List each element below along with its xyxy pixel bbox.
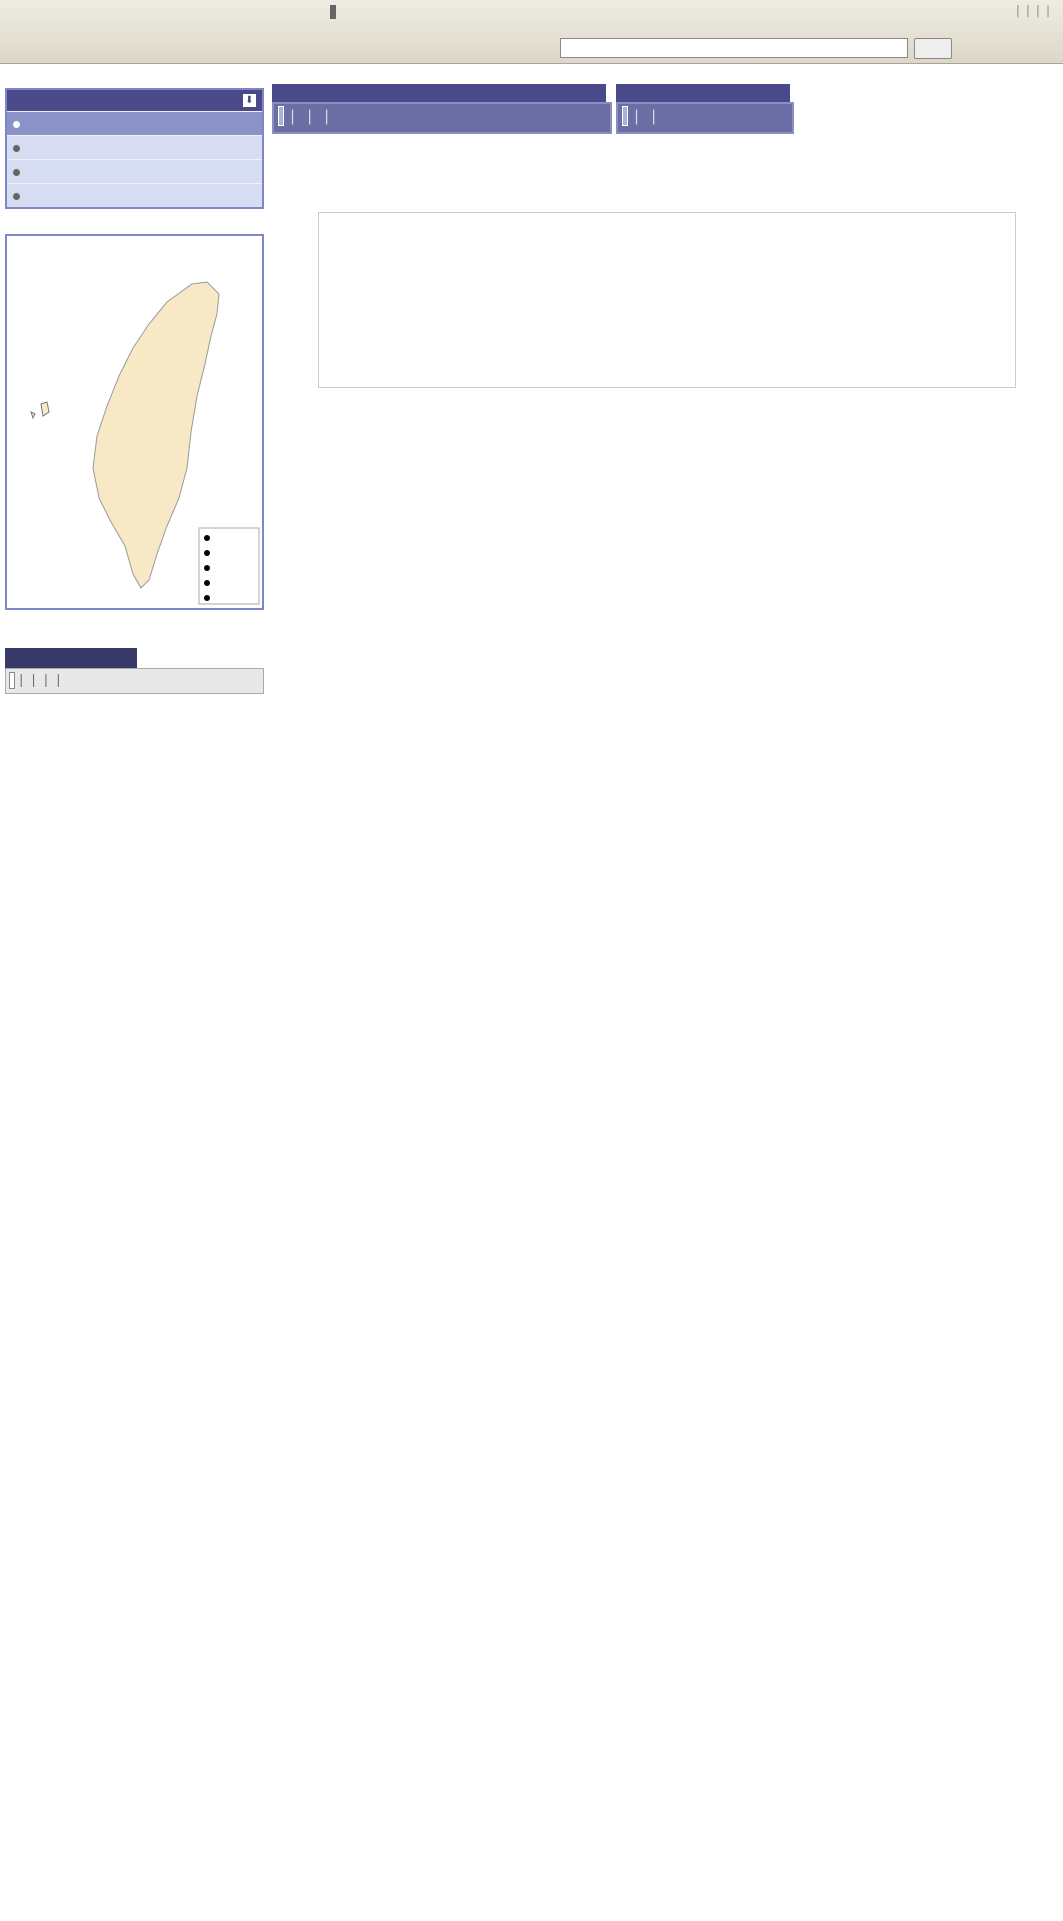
legend-swatch xyxy=(204,550,210,556)
facet-tab-era[interactable] xyxy=(9,672,15,689)
header-bar xyxy=(0,0,1063,64)
bullet-icon xyxy=(13,169,20,176)
facet-tabs: | | | | xyxy=(5,668,264,694)
search-submit-button[interactable] xyxy=(914,38,952,59)
download-icon[interactable]: ⬇ xyxy=(243,94,256,107)
chart-svg xyxy=(319,213,1015,387)
sort-tab-filename[interactable] xyxy=(622,106,628,126)
recent-item[interactable] xyxy=(7,111,262,135)
taiwan-map xyxy=(7,236,262,608)
sort-mode-title xyxy=(616,84,790,102)
search-input[interactable] xyxy=(560,38,908,58)
display-mode-title xyxy=(272,84,606,102)
corpus-option-deeds[interactable] xyxy=(330,5,336,19)
mode-tab-results[interactable] xyxy=(278,106,284,126)
bullet-icon xyxy=(13,145,20,152)
results-distribution-chart xyxy=(318,212,1016,388)
legend-swatch xyxy=(204,595,210,601)
recent-item[interactable] xyxy=(7,159,262,183)
map-legend xyxy=(199,528,259,604)
recent-item[interactable] xyxy=(7,135,262,159)
sort-tabs: | | xyxy=(616,102,794,134)
facet-panel-title xyxy=(5,648,137,668)
legend-swatch xyxy=(204,535,210,541)
recent-searches-title xyxy=(7,90,262,111)
display-mode-tabs: | | | xyxy=(272,102,612,134)
geo-distribution-map[interactable] xyxy=(5,234,264,610)
recent-searches-panel xyxy=(5,88,264,209)
bullet-icon xyxy=(13,121,20,128)
legend-swatch xyxy=(204,580,210,586)
recent-item[interactable] xyxy=(7,183,262,207)
bullet-icon xyxy=(13,193,20,200)
top-links: | | | | xyxy=(1015,3,1050,17)
corpus-selector xyxy=(330,5,336,19)
legend-swatch xyxy=(204,565,210,571)
penghu-islands-shape xyxy=(31,402,49,418)
